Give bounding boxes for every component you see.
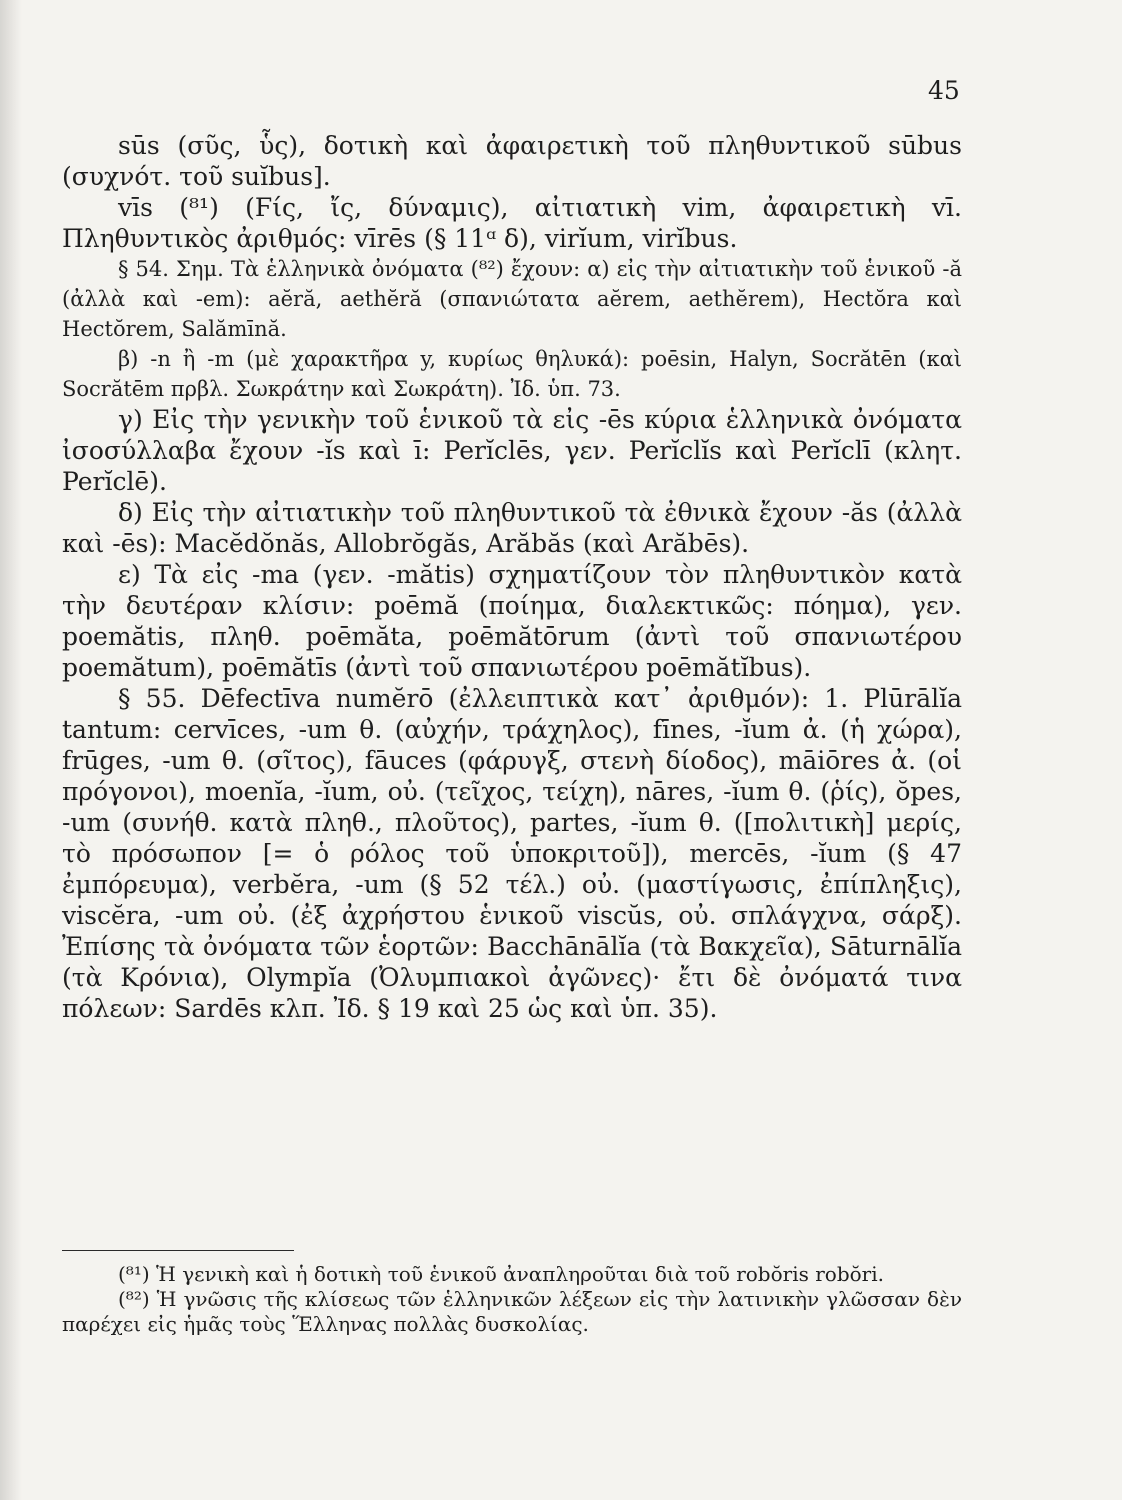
paragraph-54-epsilon: ε) Τὰ εἰς -ma (γεν. -mătis) σχηματίζουν τὸν πληθυντικὸν κατὰ τὴν δευτέραν κλίσιν: poēmă (ποίημα, διαλεκτικῶς: πόημα), γεν. poemătis, πληθ. poēmăta, poēmătōrum (ἀντὶ τοῦ σπανιωτέρου poemătum), poēmătīs (ἀντὶ τοῦ σπανιωτέρου poēmătĭbus). bbox=[62, 560, 962, 682]
paragraph-54-delta: δ) Εἰς τὴν αἰτιατικὴν τοῦ πληθυντικοῦ τὰ ἐθνικὰ ἔχουν -ăs (ἀλλὰ καὶ -ēs): Macĕdŏnăs, Allobrŏgăs, Arăbăs (καὶ Arăbēs). bbox=[62, 498, 962, 558]
footnote-81: (⁸¹) Ἡ γενικὴ καὶ ἡ δοτικὴ τοῦ ἑνικοῦ ἀναπληροῦται διὰ τοῦ robŏris robŏri. bbox=[118, 1262, 884, 1286]
paragraph-section-55: § 55. Dēfectīva numĕrō (ἐλλειπτικὰ κατ᾽ ἀριθμόν): 1. Plūrālĭa tantum: cervīces, -um θ. (αὐχήν, τράχηλος), fīnes, -ĭum ἀ. (ἡ χώρα), frūges, -um θ. (σῖτος), fāuces (φάρυγξ, στενὴ δίοδος), māiōres ἀ. (οἱ πρόγονοι), moenĭa, -ĭum, οὐ. (τεῖχος, τείχη), nāres, -ĭum θ. (ῥίς), ŏpes, -um (συνήθ. κατὰ πληθ., πλοῦτος), partes, -ĭum θ. ([πολιτικὴ] μερίς, τὸ πρόσωπον [= ὁ ρόλος τοῦ ὑποκριτοῦ]), mercēs, -ĭum (§ 47 ἐμπόρευμα), verbĕra, -um (§ 52 τέλ.) οὐ. (μαστίγωσις, ἐπίπληξις), viscĕra, -um οὐ. (ἐξ ἀχρήστου ἑνικοῦ viscŭs, οὐ. σπλάγχνα, σάρξ). Ἐπίσης τὰ ὀνόματα τῶν ἑορτῶν: Bacchānālĭa (τὰ Βακχεῖα), Sāturnālĭa (τὰ Κρόνια), Olympĭa (Ὀλυμπιακοὶ ἀγῶνες)· ἔτι δὲ ὀνόματά τινα πόλεων: Sardēs κλπ. Ἰδ. § 19 καὶ 25 ὡς καὶ ὑπ. 35). bbox=[62, 684, 962, 1023]
main-text bbox=[62, 130, 962, 1024]
footnote-rule bbox=[62, 1250, 294, 1251]
binding-shadow bbox=[0, 0, 22, 1500]
paragraph-section-54: § 54. Σημ. Τὰ ἑλληνικὰ ὀνόματα (⁸²) ἔχουν: α) εἰς τὴν αἰτιατικὴν τοῦ ἑνικοῦ -ă (ἀλλὰ καὶ -em): aĕră, aethĕră (σπανιώτατα aĕrem, aethĕrem), Hectŏra καὶ Hectŏrem, Salămīnă. bbox=[62, 257, 962, 341]
paragraph-sus: sūs (σῦς, ὗς), δοτικὴ καὶ ἀφαιρετικὴ τοῦ πληθυντικοῦ sūbus (συχνότ. τοῦ suĭbus]. bbox=[62, 131, 962, 191]
paragraph-54-gamma: γ) Εἰς τὴν γενικὴν τοῦ ἑνικοῦ τὰ εἰς -ēs κύρια ἑλληνικὰ ὀνόματα ἰσοσύλλαβα ἔχουν -ĭs καὶ ī: Perĭclēs, γεν. Perĭclĭs καὶ Perĭclī (κλητ. Perĭclē). bbox=[62, 405, 962, 496]
footnotes bbox=[62, 1262, 962, 1337]
page-number: 45 bbox=[928, 76, 960, 105]
paragraph-54-beta: β) -n ἢ -m (μὲ χαρακτῆρα y, κυρίως θηλυκά): poēsin, Halyn, Socrătēn (καὶ Socrătēm πρβλ. Σωκράτην καὶ Σωκράτη). Ἰδ. ὑπ. 73. bbox=[62, 347, 962, 401]
paragraph-vis: vīs (⁸¹) (Ϝίς, ἴς, δύναμις), αἰτιατικὴ vim, ἀφαιρετικὴ vī. Πληθυντικὸς ἀριθμός: vīrēs (§ 11ᵅ δ), virĭum, virĭbus. bbox=[62, 193, 962, 253]
footnote-82: (⁸²) Ἡ γνῶσις τῆς κλίσεως τῶν ἑλληνικῶν λέξεων εἰς τὴν λατινικὴν γλῶσσαν δὲν παρέχει εἰς ἡμᾶς τοὺς Ἕλληνας πολλὰς δυσκολίας. bbox=[62, 1287, 962, 1336]
